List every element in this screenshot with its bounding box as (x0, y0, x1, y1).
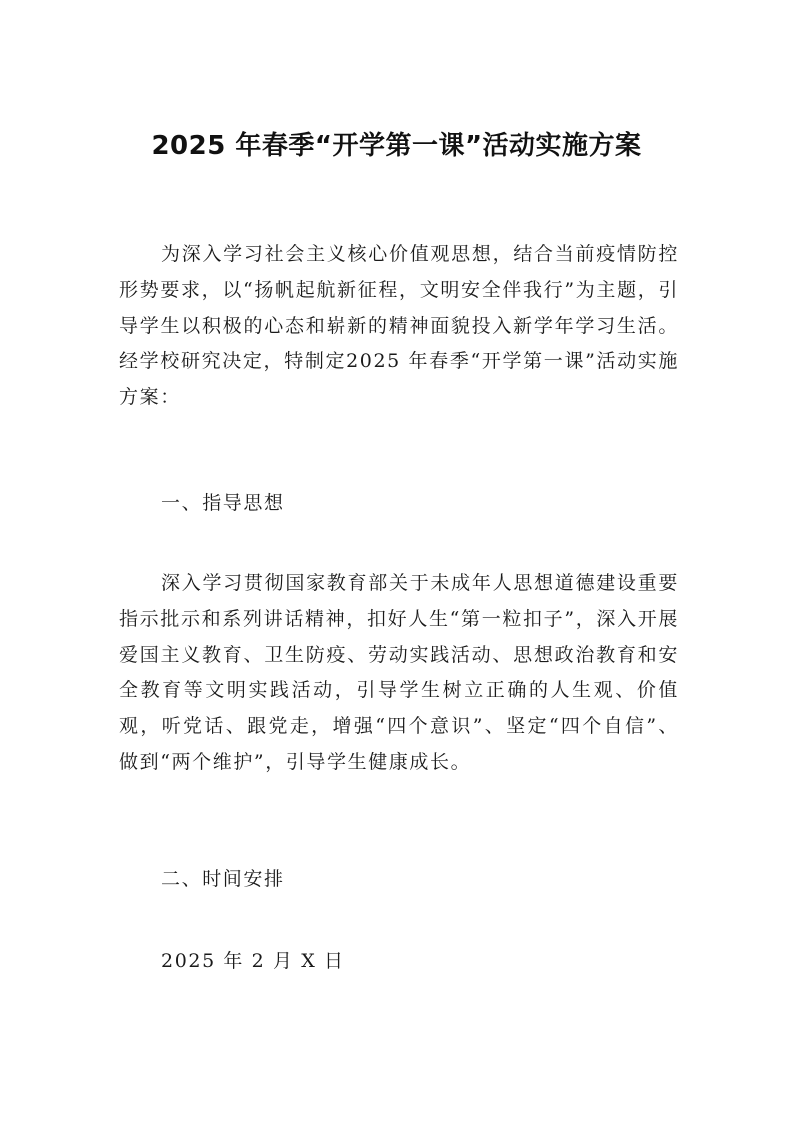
section-body-schedule-date: 2025 年 2 月 X 日 (161, 950, 345, 972)
document-title: 2025 年春季“开学第一课”活动实施方案 (151, 131, 642, 161)
section-heading-guiding-ideology: 一、指导思想 (161, 492, 285, 514)
section-body-guiding-ideology: 深入学习贯彻国家教育部关于未成年人思想道德建设重要指示批示和系列讲话精神，扣好人生“第一粒扣子”，深入开展爱国主义教育、卫生防疫、劳动实践活动、思想政治教育和安全教育等文明实践活动，引导学生树立正确的人生观、价值观，听党话、跟党走，增强“四个意识”、坚定“四个自信”、做到“两个维护”，引导学生健康成长。 (119, 572, 679, 773)
intro-paragraph: 为深入学习社会主义核心价值观思想，结合当前疫情防控形势要求，以“扬帆起航新征程，文明安全伴我行”为主题，引导学生以积极的心态和崭新的精神面貌投入新学年学习生活。经学校研究决定，特制定2025 年春季“开学第一课”活动实施方案： (119, 243, 679, 409)
section-heading-schedule: 二、时间安排 (161, 868, 285, 890)
